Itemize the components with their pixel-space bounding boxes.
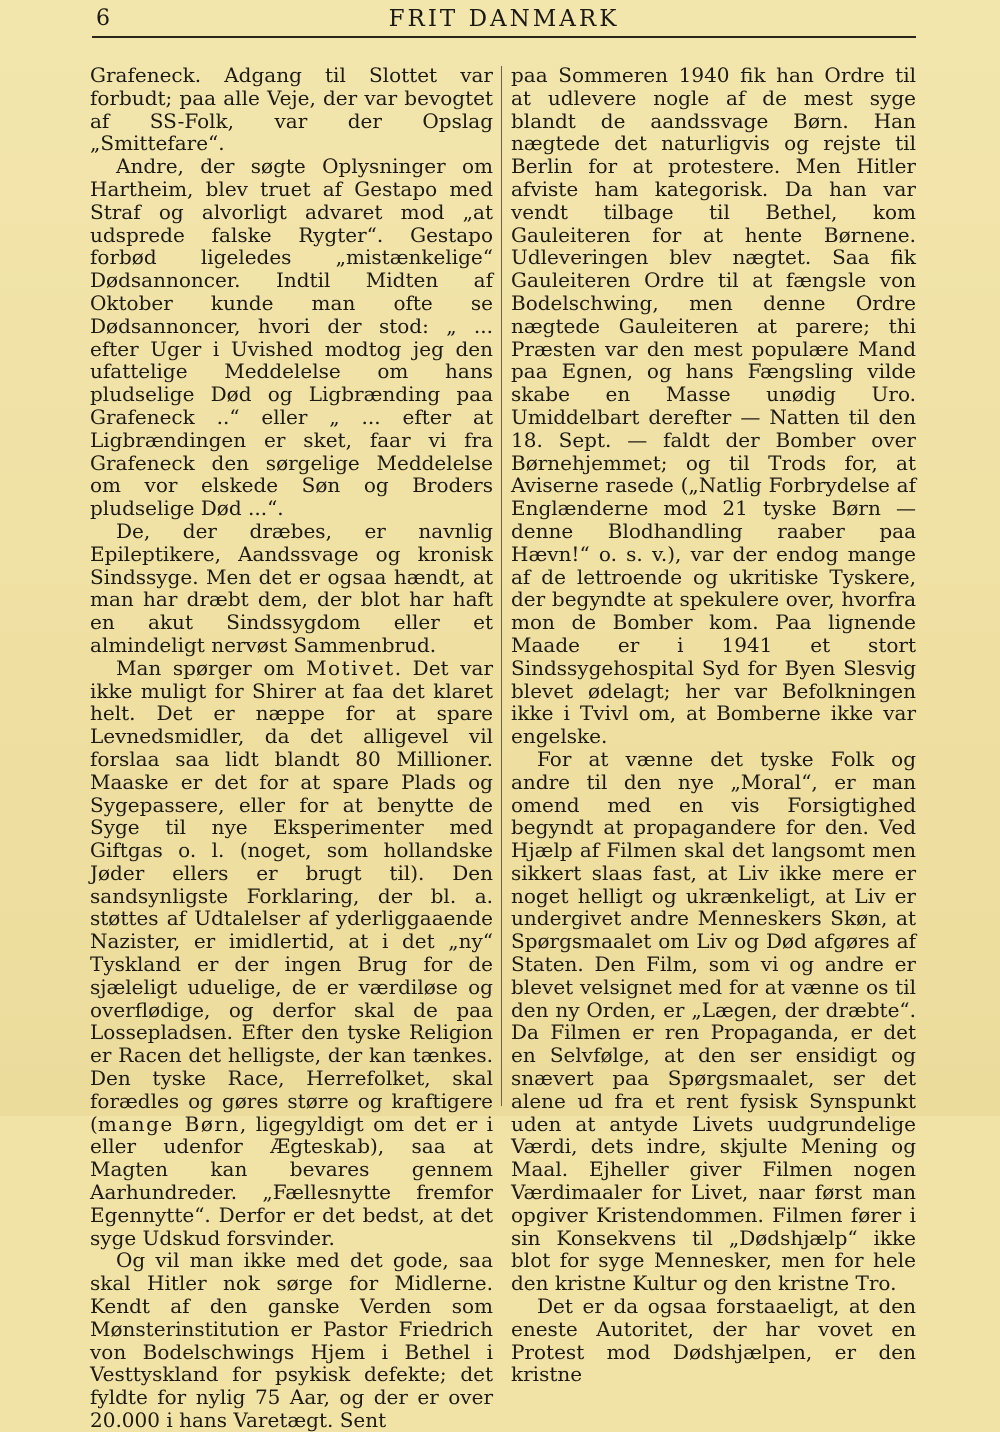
text-run: . Det var ikke muligt for Shirer at faa det klaret helt. Det er næppe for at spare Levnedsmidler, da det alligevel vil forslaa saa lidt blandt 80 Millioner. Maaske er det for at spare Plads og Sygepassere, eller for at benytte de Syge til nye Eksperimenter med Giftgas o. l. (noget, som hollandske Jøder ellers er brugt til). Den sandsynligste Forklaring, der bl. a. støttes af Udtalelser af yderliggaaende Nazister, er imidlertid, at i det „ny“ Tyskland er der ingen Brug for de sjæleligt uduelige, de er værdiløse og overflødige, og derfor skal de paa Lossepladsen. Efter den tyske Religion er Racen det helligste, der kan tænkes. Den tyske Race, Herrefolket, skal forædles og gøres større og kraftigere (	[90, 655, 494, 1136]
page-header	[92, 6, 916, 38]
column-divider	[501, 66, 502, 1106]
text-run: Man spørger om	[116, 655, 307, 680]
paragraph	[90, 657, 493, 1250]
paragraph: De, der dræbes, er navnlig Epileptikere, Aandssvage og kronisk Sindssyge. Men det er ogsaa hændt, at man har dræbt dem, der blot har haft en akut Sindssygdom eller et almindeligt nervøst Sammenbrud.	[90, 518, 493, 657]
emphasized-word: Motivet	[306, 655, 395, 680]
running-title: FRIT DANMARK	[388, 6, 620, 32]
left-column	[90, 63, 494, 1432]
paragraph: Og vil man ikke med det gode, saa skal Hitler nok sørge for Midlerne. Kendt af den ganske Verden som Mønsterinstitution er Pastor Friedrich von Bodelschwings Hjem i Bethel i Vesttyskland for psykisk defekte; det fyldte for nylig 75 Aar, og der er over 20.000 i hans Varetægt. Sent	[90, 1248, 493, 1432]
text-run: , ligegyldigt om det er i eller udenfor Ægteskab), saa at Magten kan bevares gennem Aarhundreder. „Fællesnytte fremfor Egennytte“. Derfor er det bedst, at det syge Udskud forsvinder.	[90, 1111, 493, 1250]
page-number: 6	[96, 6, 110, 31]
paragraph: Andre, der søgte Oplysninger om Hartheim, blev truet af Gestapo med Straf og alvorligt advaret mod „at udsprede falske Rygter“. Gestapo forbød ligeledes „mistænkelige“ Dødsannoncer. Indtil Midten af Oktober kunde man ofte se Dødsannoncer, hvori der stod: „ ... efter Uger i Uvished modtog jeg den ufattelige Meddelelse om hans pludselige Død og Ligbrænding paa Grafeneck ..“ eller „ ... efter at Ligbrændingen er sket, faar vi fra Grafeneck den sørgelige Meddelelse om vor elskede Søn og Broders pludselige Død ...“.	[90, 154, 493, 521]
paragraph: Det er da ogsaa forstaaeligt, at den eneste Autoritet, der har vovet en Protest mod Dødshjælpen, er den kristne	[511, 1294, 916, 1387]
emphasized-phrase: mange Børn	[97, 1111, 240, 1136]
paragraph: Grafeneck. Adgang til Slottet var forbudt; paa alle Veje, der var bevogtet af SS-Folk, var der Opslag „Smittefare“.	[90, 63, 493, 156]
paragraph: paa Sommeren 1940 fik han Ordre til at udlevere nogle af de mest syge blandt de aandssvage Børn. Han nægtede det naturligvis og rejste til Berlin for at protestere. Men Hitler afviste ham kategorisk. Da han var vendt tilbage til Bethel, kom Gauleiteren for at hente Børnene. Udleveringen blev nægtet. Saa fik Gauleiteren Ordre til at fængsle von Bodelschwing, men denne Ordre nægtede Gauleiteren at parere; thi Præsten var den mest populære Mand paa Egnen, og hans Fængsling vilde skabe en Masse unødig Uro. Umiddelbart derefter — Natten til den 18. Sept. — faldt der Bomber over Børnehjemmet; og til Trods for, at Aviserne rasede („Natlig Forbrydelse af Englænderne mod 21 tyske Børn — denne Blodhandling raaber paa Hævn!“ o. s. v.), var der endog mange af de lettroende og ukritiske Tyskere, der begyndte at spekulere over, hvorfra mon de Bomber kom. Paa lignende Maade er i 1941 et stort Sindssygehospital Syd for Byen Slesvig blevet ødelagt; her var Befolkningen ikke i Tvivl om, at Bomberne ikke var engelske.	[511, 63, 916, 749]
right-column	[511, 63, 916, 1387]
paragraph: For at vænne det tyske Folk og andre til den nye „Moral“, er man omend med en vis Forsigtighed begyndt at propagandere for den. Ved Hjælp af Filmen skal det langsomt men sikkert slaas fast, at Liv ikke mere er noget helligt og ukrænkeligt, at Liv er undergivet andre Menneskers Skøn, at Spørgsmaalet om Liv og Død afgøres af Staten. Den Film, som vi og andre er blevet velsignet med for at vænne os til den ny Orden, er „Lægen, der dræbte“. Da Filmen er ren Propaganda, er det en Selvfølge, at den ser ensidigt og snævert paa Spørgsmaalet, ser det alene ud fra et rent fysisk Synspunkt uden at antyde Livets uudgrundelige Værdi, dets indre, skjulte Mening og Maal. Ejheller giver Filmen nogen Værdimaaler for Livet, naar først man opgiver Kristendommen. Filmen fører i sin Konsekvens til „Dødshjælp“ ikke blot for syge Mennesker, men for hele den kristne Kultur og den kristne Tro.	[511, 746, 916, 1296]
